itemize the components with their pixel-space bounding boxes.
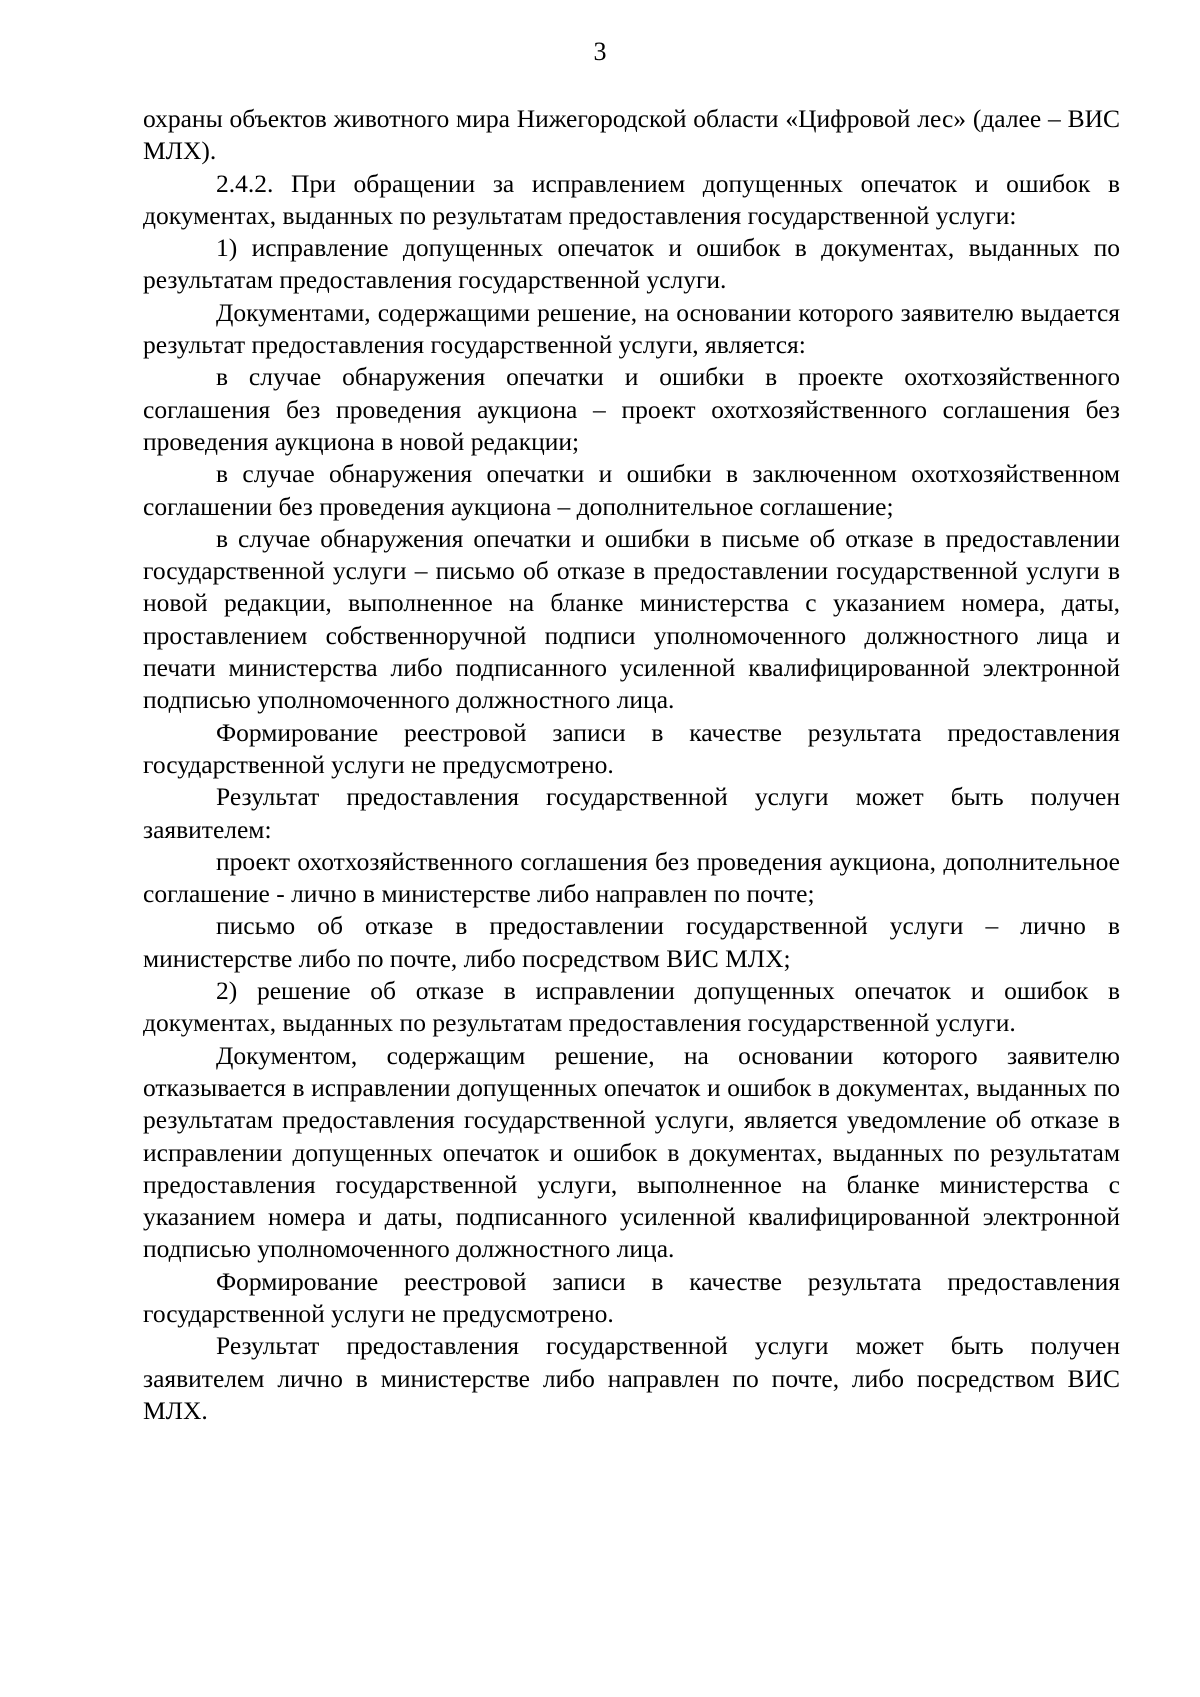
paragraph-documents-decision: Документами, содержащими решение, на основании которого заявителю выдается результат предоставления государственной услуги, является: bbox=[143, 297, 1120, 360]
paragraph-continuation: охраны объектов животного мира Нижегородской области «Цифровой лес» (далее – ВИС МЛХ). bbox=[143, 104, 1120, 166]
page-number: 3 bbox=[593, 37, 607, 66]
paragraph-case-concluded-agreement: в случае обнаружения опечатки и ошибки в заключенном охотхозяйственном соглашении без проведения аукциона – дополнительное соглашение; bbox=[143, 459, 1120, 521]
paragraph-case-project-agreement: в случае обнаружения опечатки и ошибки в проекте охотхозяйственного соглашения без проведения аукциона – проект охотхозяйственного соглашения без проведения аукциона в новой редакции; bbox=[143, 362, 1120, 456]
paragraph-item-2: 2) решение об отказе в исправлении допущенных опечаток и ошибок в документах, выданных по результатам предоставления государственной услуги. bbox=[143, 976, 1120, 1038]
paragraph-receipt-letter: письмо об отказе в предоставлении государственной услуги – лично в министерстве либо по почте, либо посредством ВИС МЛХ; bbox=[143, 911, 1120, 973]
paragraph-section-2-4-2: 2.4.2. При обращении за исправлением допущенных опечаток и ошибок в документах, выданных по результатам предоставления государственной услуги: bbox=[143, 168, 1120, 230]
paragraph-receipt-project: проект охотхозяйственного соглашения без проведения аукциона, дополнительное соглашение - лично в министерстве либо направлен по почте; bbox=[143, 846, 1120, 909]
document-body bbox=[143, 103, 1120, 1427]
paragraph-registry-record-2: Формирование реестровой записи в качестве результата предоставления государственной услуги не предусмотрено. bbox=[143, 1266, 1120, 1328]
paragraph-result-receipt-1: Результат предоставления государственной услуги может быть получен заявителем: bbox=[143, 782, 1120, 844]
paragraph-refusal-document: Документом, содержащим решение, на основании которого заявителю отказывается в исправлении допущенных опечаток и ошибок в документах, выданных по результатам предоставления государственной услуги, является уведомление об отказе в исправлении допущенных опечаток и ошибок в документах, выданных по результатам предоставления государственной услуги, выполненное на бланке министерства с указанием номера и даты, подписанного усиленной квалифицированной электронной подписью уполномоченного должностного лица. bbox=[143, 1040, 1120, 1264]
paragraph-registry-record-1: Формирование реестровой записи в качестве результата предоставления государственной услуги не предусмотрено. bbox=[143, 717, 1120, 779]
paragraph-result-receipt-2: Результат предоставления государственной услуги может быть получен заявителем лично в министерстве либо направлен по почте, либо посредством ВИС МЛХ. bbox=[143, 1331, 1120, 1425]
paragraph-case-refusal-letter: в случае обнаружения опечатки и ошибки в письме об отказе в предоставлении государственной услуги – письмо об отказе в предоставлении государственной услуги в новой редакции, выполненное на бланке министерства с указанием номера, даты, проставлением собственноручной подписи уполномоченного должностного лица и печати министерства либо подписанного усиленной квалифицированной электронной подписью уполномоченного должностного лица. bbox=[143, 523, 1120, 715]
paragraph-item-1: 1) исправление допущенных опечаток и ошибок в документах, выданных по результатам предоставления государственной услуги. bbox=[143, 233, 1120, 295]
